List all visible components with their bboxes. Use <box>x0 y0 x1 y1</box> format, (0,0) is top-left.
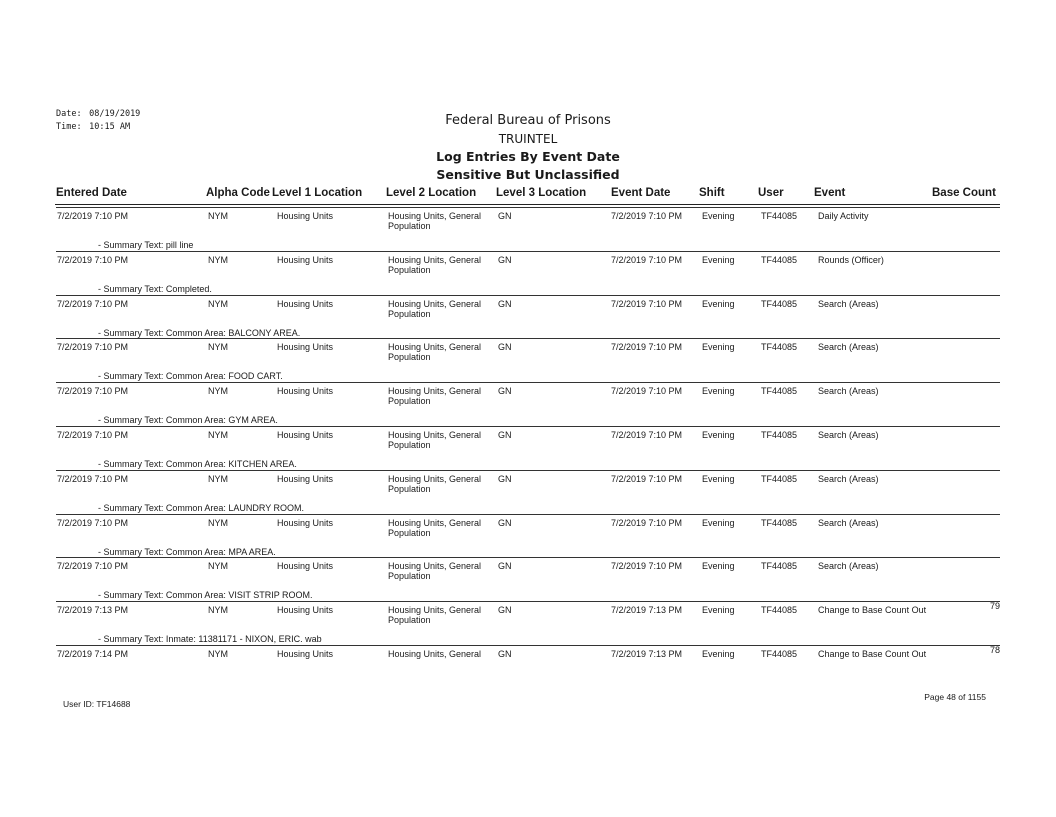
header-level3: Level 3 Location <box>496 187 587 199</box>
header-shift: Shift <box>699 187 725 199</box>
shift-cell: Evening <box>702 298 735 309</box>
level3-cell: GN <box>498 605 512 616</box>
level3-cell: GN <box>498 517 512 528</box>
event-cell: Search (Areas) <box>818 517 879 528</box>
table-row <box>0 342 1056 386</box>
shift-cell: Evening <box>702 649 735 659</box>
row-separator <box>56 514 1000 515</box>
level1-cell: Housing Units <box>277 254 334 265</box>
page-number: Page 48 of 1155 <box>924 692 986 702</box>
table-row <box>0 474 1056 518</box>
date-label: Date: <box>56 109 82 119</box>
level1-cell: Housing Units <box>277 386 334 397</box>
level2-cell: Housing Units, General Population <box>388 517 482 538</box>
level1-cell: Housing Units <box>277 561 334 572</box>
date-value: 08/19/2019 <box>89 109 141 119</box>
level2-cell: Housing Units, General Population <box>388 342 482 363</box>
row-separator <box>56 470 1000 471</box>
user-cell: TF44085 <box>761 473 798 484</box>
user-cell: TF44085 <box>761 517 798 528</box>
table-row <box>0 561 1056 605</box>
shift-cell: Evening <box>702 561 735 572</box>
summary-text: - Summary Text: Common Area: BALCONY AREA. <box>98 327 301 338</box>
event-cell: Rounds (Officer) <box>818 254 884 265</box>
summary-text: - Summary Text: Common Area: MPA AREA. <box>98 546 276 557</box>
table-row <box>0 518 1056 562</box>
summary-text: - Summary Text: Inmate: 11381171 - NIXON, ERIC. wab <box>98 634 322 645</box>
entered-date-cell: 7/2/2019 7:14 PM <box>57 649 129 659</box>
table-row <box>0 601 1056 649</box>
shift-cell: Evening <box>702 254 735 265</box>
user-cell: TF44085 <box>761 254 798 265</box>
system-name: TRUINTEL <box>498 132 558 146</box>
level2-cell: Housing Units, General Population <box>388 561 482 582</box>
alpha-code-cell: NYM <box>208 649 228 659</box>
shift-cell: Evening <box>702 605 735 616</box>
alpha-code-cell: NYM <box>208 386 228 397</box>
table-row <box>0 430 1056 474</box>
summary-text: - Summary Text: Completed. <box>98 283 212 294</box>
user-cell: TF44085 <box>761 386 798 397</box>
shift-cell: Evening <box>702 517 735 528</box>
alpha-code-cell: NYM <box>208 473 228 484</box>
level2-cell: Housing Units, General Population <box>388 386 482 407</box>
shift-cell: Evening <box>702 473 735 484</box>
level1-cell: Housing Units <box>277 298 334 309</box>
shift-cell: Evening <box>702 342 735 353</box>
summary-text: - Summary Text: Common Area: KITCHEN AREA. <box>98 459 297 469</box>
level3-cell: GN <box>498 254 512 265</box>
entered-date-cell: 7/2/2019 7:10 PM <box>57 254 129 265</box>
row-separator <box>56 207 1000 208</box>
alpha-code-cell: NYM <box>208 430 228 440</box>
report-date <box>56 109 140 119</box>
level1-cell: Housing Units <box>277 605 334 616</box>
level2-cell: Housing Units, General Population <box>388 430 482 450</box>
event-date-cell: 7/2/2019 7:10 PM <box>611 211 683 221</box>
row-separator <box>56 338 1000 339</box>
header-level2: Level 2 Location <box>386 187 477 199</box>
event-cell: Search (Areas) <box>818 342 879 353</box>
event-cell: Search (Areas) <box>818 430 879 440</box>
time-value: 10:15 AM <box>89 122 131 132</box>
level2-cell: Housing Units, General Population <box>388 298 482 319</box>
summary-text: - Summary Text: Common Area: GYM AREA. <box>98 415 278 426</box>
event-cell: Daily Activity <box>818 211 869 221</box>
entered-date-cell: 7/2/2019 7:10 PM <box>57 430 129 440</box>
time-label: Time: <box>56 122 82 132</box>
footer-user-id <box>63 699 130 709</box>
table-row <box>0 645 1056 693</box>
event-cell: Search (Areas) <box>818 473 879 484</box>
event-date-cell: 7/2/2019 7:10 PM <box>611 517 683 528</box>
user-id-label: User ID: <box>63 699 95 709</box>
level2-cell: Housing Units, General Population <box>388 473 482 494</box>
level2-cell: Housing Units, General <box>388 649 482 659</box>
report-time <box>56 122 130 132</box>
entered-date-cell: 7/2/2019 7:10 PM <box>57 386 129 397</box>
level1-cell: Housing Units <box>277 473 334 484</box>
user-cell: TF44085 <box>761 649 798 659</box>
summary-text: - Summary Text: pill line <box>98 240 194 250</box>
report-title <box>400 112 656 184</box>
level3-cell: GN <box>498 298 512 309</box>
summary-text: - Summary Text: Common Area: FOOD CART. <box>98 371 283 382</box>
user-id-value: TF14688 <box>96 699 131 709</box>
alpha-code-cell: NYM <box>208 211 228 221</box>
level3-cell: GN <box>498 561 512 572</box>
header-user: User <box>758 187 784 199</box>
level1-cell: Housing Units <box>277 211 334 221</box>
level1-cell: Housing Units <box>277 517 334 528</box>
user-cell: TF44085 <box>761 342 798 353</box>
row-separator <box>56 645 1000 646</box>
event-date-cell: 7/2/2019 7:13 PM <box>611 605 683 616</box>
table-row <box>0 386 1056 430</box>
event-cell: Search (Areas) <box>818 386 879 397</box>
row-separator <box>56 426 1000 427</box>
table-row <box>0 211 1056 255</box>
event-date-cell: 7/2/2019 7:10 PM <box>611 254 683 265</box>
level1-cell: Housing Units <box>277 649 334 659</box>
table-row <box>0 255 1056 299</box>
event-cell: Search (Areas) <box>818 298 879 309</box>
header-divider <box>55 204 1000 205</box>
row-separator <box>56 382 1000 383</box>
level2-cell: Housing Units, General Population <box>388 211 482 231</box>
entered-date-cell: 7/2/2019 7:10 PM <box>57 342 129 353</box>
user-cell: TF44085 <box>761 430 798 440</box>
user-cell: TF44085 <box>761 298 798 309</box>
entered-date-cell: 7/2/2019 7:10 PM <box>57 473 129 484</box>
alpha-code-cell: NYM <box>208 561 228 572</box>
event-date-cell: 7/2/2019 7:10 PM <box>611 342 683 353</box>
row-separator <box>56 601 1000 602</box>
entered-date-cell: 7/2/2019 7:10 PM <box>57 298 129 309</box>
header-event: Event <box>814 187 846 199</box>
header-base-count: Base Count <box>932 187 996 199</box>
summary-text: - Summary Text: Common Area: LAUNDRY ROOM. <box>98 502 305 513</box>
level3-cell: GN <box>498 649 512 659</box>
summary-text: - Summary Text: Common Area: VISIT STRIP ROOM. <box>98 590 313 601</box>
event-date-cell: 7/2/2019 7:10 PM <box>611 561 683 572</box>
shift-cell: Evening <box>702 386 735 397</box>
alpha-code-cell: NYM <box>208 605 228 616</box>
entered-date-cell: 7/2/2019 7:10 PM <box>57 517 129 528</box>
entered-date-cell: 7/2/2019 7:13 PM <box>57 605 129 616</box>
header-alpha-code: Alpha Code <box>206 187 270 199</box>
header-level1: Level 1 Location <box>272 187 363 199</box>
base-count-cell: 79 <box>989 601 1000 612</box>
shift-cell: Evening <box>702 430 735 440</box>
row-separator <box>56 251 1000 252</box>
event-date-cell: 7/2/2019 7:13 PM <box>611 649 683 659</box>
shift-cell: Evening <box>702 211 735 221</box>
level3-cell: GN <box>498 386 512 397</box>
event-date-cell: 7/2/2019 7:10 PM <box>611 473 683 484</box>
level3-cell: GN <box>498 211 512 221</box>
user-cell: TF44085 <box>761 605 798 616</box>
level1-cell: Housing Units <box>277 342 334 353</box>
entered-date-cell: 7/2/2019 7:10 PM <box>57 561 129 572</box>
level3-cell: GN <box>498 430 512 440</box>
event-date-cell: 7/2/2019 7:10 PM <box>611 386 683 397</box>
event-date-cell: 7/2/2019 7:10 PM <box>611 298 683 309</box>
alpha-code-cell: NYM <box>208 517 228 528</box>
level3-cell: GN <box>498 342 512 353</box>
event-cell: Search (Areas) <box>818 561 879 572</box>
level2-cell: Housing Units, General Population <box>388 254 482 275</box>
entered-date-cell: 7/2/2019 7:10 PM <box>57 211 129 221</box>
header-event-date: Event Date <box>611 187 671 199</box>
level1-cell: Housing Units <box>277 430 334 440</box>
level2-cell: Housing Units, General Population <box>388 605 482 626</box>
row-separator <box>56 557 1000 558</box>
event-cell: Change to Base Count Out <box>818 649 927 659</box>
agency-title: Federal Bureau of Prisons <box>445 113 611 128</box>
user-cell: TF44085 <box>761 211 798 221</box>
alpha-code-cell: NYM <box>208 342 228 353</box>
header-entered-date: Entered Date <box>56 187 127 199</box>
report-name: Log Entries By Event Date <box>436 149 620 164</box>
alpha-code-cell: NYM <box>208 298 228 309</box>
event-date-cell: 7/2/2019 7:10 PM <box>611 430 683 440</box>
level3-cell: GN <box>498 473 512 484</box>
event-cell: Change to Base Count Out <box>818 605 927 616</box>
user-cell: TF44085 <box>761 561 798 572</box>
alpha-code-cell: NYM <box>208 254 228 265</box>
table-row <box>0 299 1056 343</box>
base-count-cell: 78 <box>989 645 1000 655</box>
classification: Sensitive But Unclassified <box>436 167 620 182</box>
row-separator <box>56 295 1000 296</box>
